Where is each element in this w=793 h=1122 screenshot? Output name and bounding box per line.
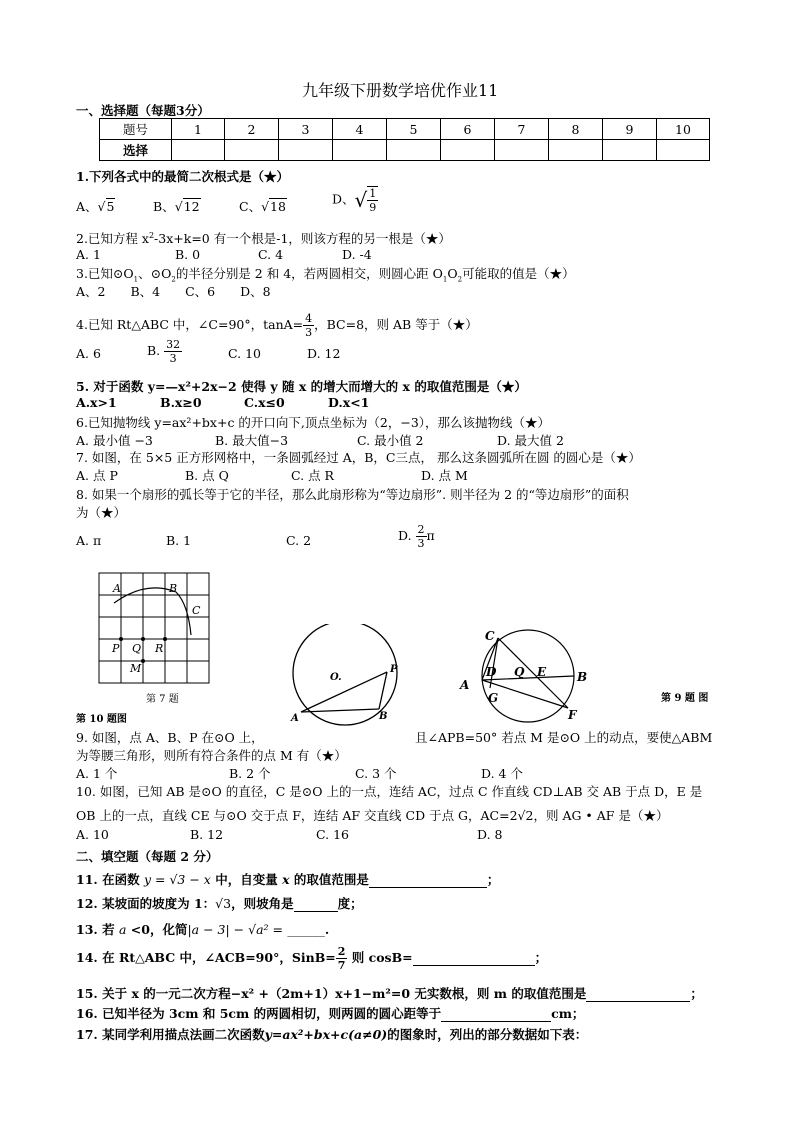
q14-blank[interactable] [413,950,535,966]
q1-option-b: B、√12 [153,199,200,214]
q2-option-d: D. -4 [342,247,372,262]
q4-option-d: D. 12 [307,346,341,361]
q2-option-a: A. 1 [76,247,101,262]
fig9-label-g: G [488,691,499,705]
q9-stem-line2: 为等腰三角形，则所有符合条件的点 M 有（★） [76,748,347,763]
answer-table-num: 3 [279,119,333,140]
q15-blank[interactable] [586,986,690,1002]
q9-stem-a: 9. 如图，点 A、B、P 在⊙O 上， [76,730,264,745]
q7-stem: 7. 如图，在 5×5 正方形网格中，一条圆弧经过 A，B，C三点， 那么这条圆弧所在圆 的圆心是（★） [76,450,641,465]
answer-table-num: 8 [549,119,603,140]
q8-option-c: C. 2 [286,533,312,548]
q8-option-a: A. π [76,533,102,548]
q14: 14. 在 Rt△ABC 中，∠ACB=90°，SinB= $\frac{2}{7}$ 则 cosB= ； [76,945,548,972]
fig10-label-o: O. [330,672,342,683]
section-choice-heading: 一、选择题（每题3分） [76,103,210,118]
q9-stem-b: 且∠APB=50° 若点 M 是⊙O 上的动点，要使△ABM [415,730,713,745]
q13: 13. 若 a <0，化简|a − 3| − √a² = ______. [76,922,330,937]
q1-option-c: C、√18 [239,199,286,214]
page-title: 九年级下册数学培优作业11 [302,81,499,100]
q10-option-a: A. 10 [76,827,109,842]
answer-cell[interactable] [387,140,441,161]
answer-table-num: 2 [225,119,279,140]
fig9-label-c: C [485,629,495,643]
q8-stem-line2: 为（★） [76,505,127,520]
q16: 16. 已知半径为 3cm 和 5cm 的两圆相切，则两圆的圆心距等于 cm； [76,1006,585,1021]
answer-cell[interactable] [657,140,710,161]
q5-option-b: B.x≥0 [160,395,202,410]
q5-option-c: C.x≤0 [244,395,285,410]
fig9-label-e: E [537,665,547,679]
q5-option-d: D.x<1 [328,395,370,410]
fig9-label-f: F [568,708,577,722]
answer-cell[interactable] [225,140,279,161]
q17: 17. 某同学利用描点法画二次函数y=ax²+bx+c(a≠0)的图象时，列出的部分数据如下表： [76,1027,588,1042]
q9-option-b: B. 2 个 [229,766,271,781]
fig9-label-q: Q [514,665,525,679]
q15: 15. 关于 x 的一元二次方程−x² +（2m+1）x+1−m²=0 无实数根，则 m 的取值范围是 ； [76,986,703,1001]
answer-cell[interactable] [549,140,603,161]
q2-stem: 2.已知方程 $x^2-3x+k=0$ 有一个根是-1，则该方程的另一根是（★） [76,230,451,246]
q9-option-c: C. 3 个 [355,766,397,781]
q2-option-b: B. 0 [175,247,201,262]
answer-cell[interactable] [172,140,225,161]
q10-option-d: D. 8 [477,827,503,842]
q12: 12. 某坡面的坡度为 1：√3，则坡角是 度； [76,896,363,911]
q10-option-b: B. 12 [190,827,224,842]
q4-option-a: A. 6 [76,346,101,361]
q5-option-a: A.x>1 [76,395,117,410]
q7-option-a: A. 点 P [76,468,118,483]
q6-stem: 6.已知抛物线 y=ax²+bx+c 的开口向下,顶点坐标为（2，−3），那么该抛物线（★） [76,415,551,430]
q10-stem-line2: OB 上的一点，直线 CE 与⊙O 交于点 F，连结 AF 交直线 CD 于点 G，AC=2√2，则 AG • AF 是（★） [76,808,669,823]
q6-option-a: A. 最小值 −3 [76,433,153,448]
answer-table-header: 选择 [100,140,172,161]
answer-cell[interactable] [603,140,657,161]
q8-option-b: B. 1 [166,533,192,548]
fig7-label-b: B [169,582,178,595]
q6-option-b: B. 最大值−3 [215,433,289,448]
answer-table-num: 4 [333,119,387,140]
q7-option-b: B. 点 Q [185,468,229,483]
answer-table-num: 1 [172,119,225,140]
answer-cell[interactable] [495,140,549,161]
answer-table [99,118,710,161]
q10-option-c: C. 16 [316,827,349,842]
section-fill-heading: 二、填空题（每题 2 分） [76,849,219,864]
q10-stem-line1: 10. 如图，已知 AB 是⊙O 的直径，C 是⊙O 上的一点，连结 AC，过点 C 作直线 CD⊥AB 交 AB 于点 D，E 是 [76,784,703,799]
q3-options: A、2 B、4 C、6 D、8 [76,284,271,299]
fig9-label-d: D [486,665,497,679]
q8-stem-line1: 8. 如果一个扇形的弧长等于它的半径，那么此扇形称为“等边扇形”. 则半径为 2 的“等边扇形”的面积 [76,487,629,502]
q8-option-d: D. $\frac{2}{3}$ π [398,523,435,550]
q9-option-a: A. 1 个 [76,766,118,781]
q5-stem: 5. 对于函数 y=—x²+2x−2 使得 y 随 x 的增大而增大的 x 的取值范围是（★） [76,379,527,394]
figure-9-circle [458,626,593,726]
answer-table-header: 题号 [100,119,172,140]
fig10-caption: 第 10 题图 [76,714,127,725]
fig7-label-m: M [130,662,142,675]
fig10-label-a: A [291,713,299,724]
q4-option-c: C. 10 [228,346,261,361]
q1-option-d: D、√ $\frac{1}{9}$ [332,187,377,214]
q4-stem: 4.已知 Rt△ABC 中，∠C=90°，tanA= $\frac{4}{3}$ ，BC=8，则 AB 等于（★） [76,312,478,339]
q13-blank[interactable]: ______ [287,922,325,937]
answer-cell[interactable] [279,140,333,161]
fig7-label-p: P [112,642,120,655]
q16-blank[interactable] [441,1006,551,1022]
answer-table-num: 5 [387,119,441,140]
q6-option-c: C. 最小值 2 [357,433,424,448]
fig10-label-b: B [379,711,388,722]
answer-table-num: 10 [657,119,710,140]
answer-cell[interactable] [333,140,387,161]
figure-7-grid [96,570,214,690]
q2-option-c: C. 4 [258,247,284,262]
q9-option-d: D. 4 个 [481,766,523,781]
fig7-label-a: A [113,582,121,595]
fig7-label-r: R [155,642,164,655]
answer-table-num: 7 [495,119,549,140]
q11-blank[interactable] [369,872,487,888]
q12-blank[interactable] [294,896,338,912]
fig10-label-p: P [390,664,398,675]
answer-table-num: 9 [603,119,657,140]
q3-stem: 3.已知$⊙O_1$、$⊙O_2$的半径分别是 2 和 4，若两圆相交，则圆心距 $O_1O_2$可能取的值是（★） [76,266,575,284]
fig7-label-q: Q [132,642,142,655]
fig7-caption: 第 7 题 [146,694,179,705]
q6-option-d: D. 最大值 2 [497,433,564,448]
q4-option-b: B. $\frac{32}{3}$ [147,338,181,365]
fig7-label-c: C [192,604,201,617]
q7-option-d: D. 点 M [421,468,468,483]
q1-option-a: A、√5 [76,199,115,214]
fig9-label-b: B [577,670,588,684]
fig9-caption: 第 9 题 图 [661,693,709,704]
answer-cell[interactable] [441,140,495,161]
q1-stem: 1.下列各式中的最简二次根式是（★） [76,169,290,184]
q11: 11. 在函数 y = √3 − x 中，自变量 x 的取值范围是 ； [76,872,500,887]
figure-10-circle [282,624,408,728]
answer-table-num: 6 [441,119,495,140]
fig9-label-a: A [460,678,470,692]
q7-option-c: C. 点 R [291,468,334,483]
